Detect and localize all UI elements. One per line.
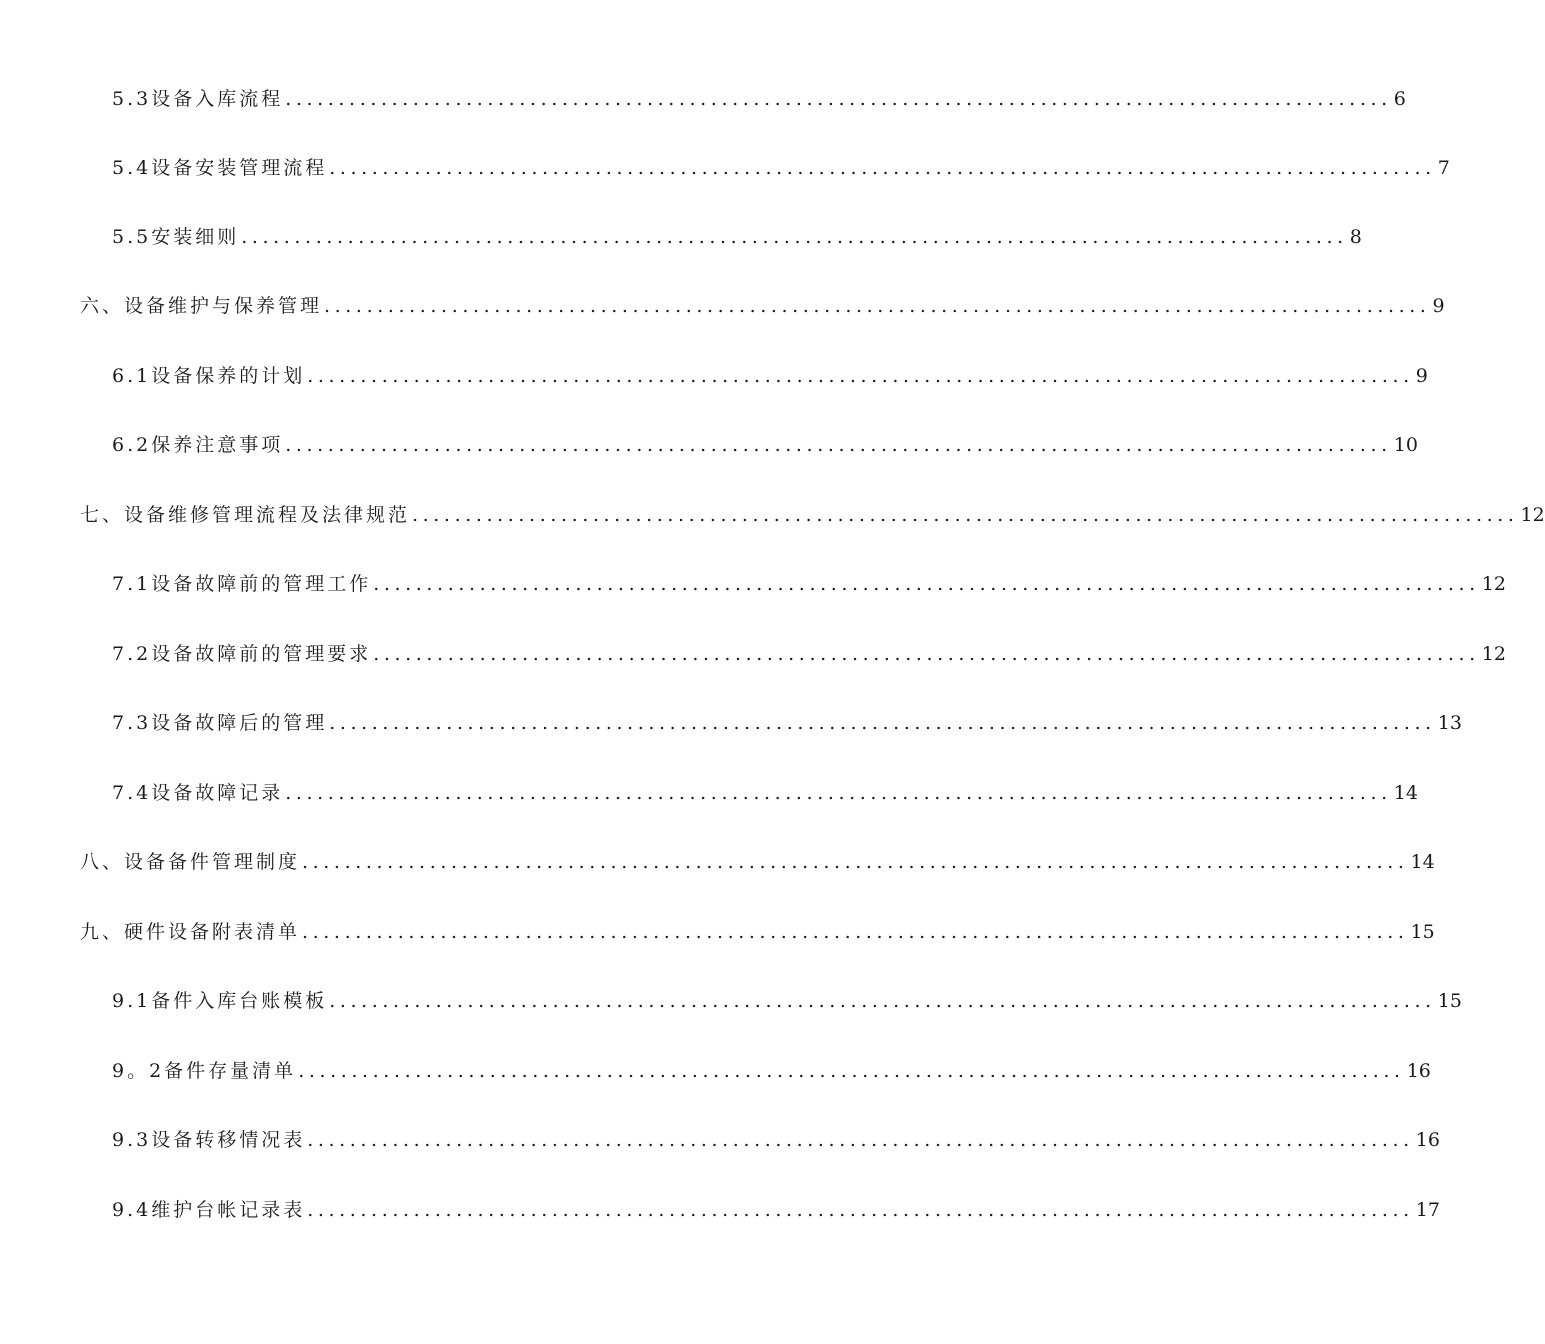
toc-entry-title: 七、设备维修管理流程及法律规范 [80,504,411,526]
toc-dot-leader: ........................................................................................................ [285,782,1392,804]
toc-page-number: 12 [1481,573,1506,595]
toc-entry-title: 9.1备件入库台账模板 [112,990,328,1012]
toc-dot-leader: ........................................................................................................ [329,990,1436,1012]
toc-entry-title: 9.4维护台帐记录表 [112,1199,306,1221]
toc-page-number: 10 [1393,434,1418,456]
toc-page-number: 6 [1393,88,1406,110]
toc-page-number: 8 [1349,226,1362,248]
toc-page-number: 12 [1481,643,1506,665]
toc-entry-title: 6.1设备保养的计划 [112,365,306,387]
toc-entry-title: 5.4设备安装管理流程 [112,157,328,179]
toc-entry-title: 7.1设备故障前的管理工作 [112,573,372,595]
toc-dot-leader: ........................................................................................................ [324,295,1431,317]
toc-entry[interactable] [80,847,1435,877]
toc-dot-leader: ........................................................................................................ [302,851,1409,873]
toc-entry[interactable] [112,153,1450,183]
toc-page-number: 9 [1415,365,1428,387]
toc-entry-title: 7.3设备故障后的管理 [112,712,328,734]
toc-dot-leader: ........................................................................................................ [373,573,1480,595]
toc-dot-leader: ........................................................................................................ [412,504,1519,526]
toc-entry[interactable] [112,1125,1440,1155]
toc-page-number: 9 [1432,295,1445,317]
toc-dot-leader: ........................................................................................................ [241,226,1348,248]
toc-dot-leader: ........................................................................................................ [329,157,1436,179]
toc-entry[interactable] [112,361,1428,391]
toc-page-number: 17 [1415,1199,1440,1221]
toc-entry[interactable] [80,917,1435,947]
toc-entry-title: 六、设备维护与保养管理 [80,295,323,317]
toc-dot-leader: ........................................................................................................ [285,88,1392,110]
toc-page-number: 13 [1437,712,1462,734]
toc-dot-leader: ........................................................................................................ [373,643,1480,665]
toc-entry-title: 5.5安装细则 [112,226,240,248]
toc-entry-title: 八、设备备件管理制度 [80,851,301,873]
toc-dot-leader: ........................................................................................................ [307,1199,1414,1221]
toc-entry[interactable] [112,986,1462,1016]
toc-entry[interactable] [112,708,1462,738]
toc-entry-title: 6.2保养注意事项 [112,434,284,456]
toc-entry[interactable] [112,1195,1440,1225]
toc-dot-leader: ........................................................................................................ [285,434,1392,456]
toc-entry-title: 九、硬件设备附表清单 [80,921,301,943]
toc-page-number: 14 [1410,851,1435,873]
toc-page-number: 15 [1410,921,1435,943]
toc-entry[interactable] [112,430,1418,460]
toc-page-number: 16 [1415,1129,1440,1151]
toc-dot-leader: ........................................................................................................ [329,712,1436,734]
toc-dot-leader: ........................................................................................................ [307,365,1414,387]
toc-entry-title: 5.3设备入库流程 [112,88,284,110]
toc-entry-title: 9.3设备转移情况表 [112,1129,306,1151]
toc-entry-title: 9。2备件存量清单 [112,1060,297,1082]
toc-entry[interactable] [112,778,1418,808]
toc-dot-leader: ........................................................................................................ [307,1129,1414,1151]
toc-entry[interactable] [112,569,1506,599]
toc-entry[interactable] [80,500,1545,530]
toc-entry-title: 7.4设备故障记录 [112,782,284,804]
toc-entry-title: 7.2设备故障前的管理要求 [112,643,372,665]
toc-entry[interactable] [80,291,1445,321]
toc-entry[interactable] [112,639,1506,669]
toc-page-number: 7 [1437,157,1450,179]
toc-page-number: 15 [1437,990,1462,1012]
toc-dot-leader: ........................................................................................................ [298,1060,1405,1082]
toc-entry[interactable] [112,222,1362,252]
toc-page-number: 14 [1393,782,1418,804]
toc-page-number: 16 [1406,1060,1431,1082]
toc-entry[interactable] [112,84,1406,114]
toc-page-number: 12 [1520,504,1545,526]
toc-entry[interactable] [112,1056,1431,1086]
toc-dot-leader: ........................................................................................................ [302,921,1409,943]
